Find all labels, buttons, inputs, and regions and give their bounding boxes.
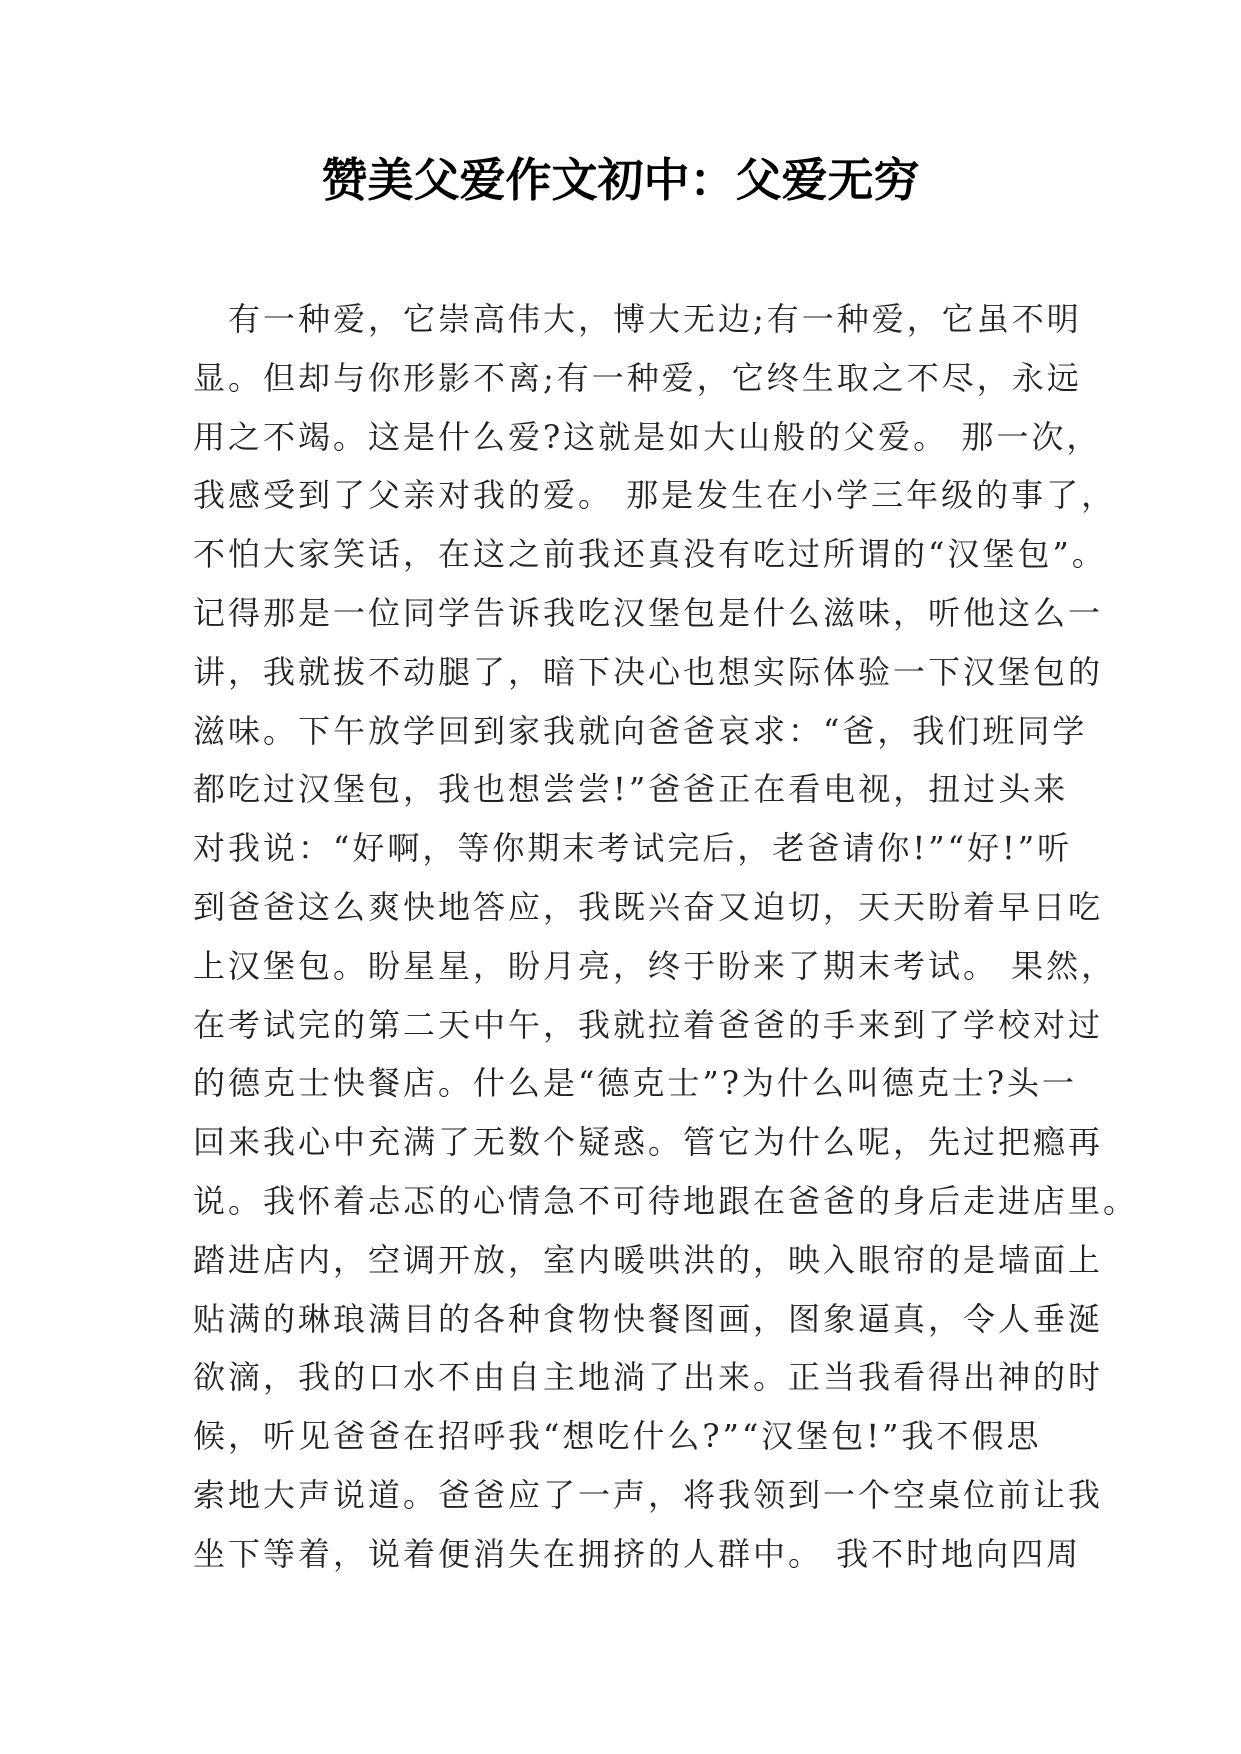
body-line: 索地大声说道。爸爸应了一声，将我领到一个空桌位前让我 (193, 1475, 1104, 1514)
body-line: 欲滴，我的口水不由自主地淌了出来。正当我看得出神的时 (193, 1358, 1104, 1397)
body-line: 回来我心中充满了无数个疑惑。管它为什么呢，先过把瘾再 (193, 1123, 1104, 1162)
body-line: 都吃过汉堡包，我也想尝尝!”爸爸正在看电视，扭过头来 (193, 770, 1069, 809)
body-line: 坐下等着，说着便消失在拥挤的人群中。 我不时地向四周 (193, 1534, 1082, 1573)
body-line: 在考试完的第二天中午，我就拉着爸爸的手来到了学校对过 (193, 1005, 1104, 1044)
body-line: 不怕大家笑话，在这之前我还真没有吃过所谓的“汉堡包”。 (193, 535, 1107, 574)
body-line: 到爸爸这么爽快地答应，我既兴奋又迫切，天天盼着早日吃 (193, 887, 1104, 926)
body-line: 说。我怀着忐忑的心情急不可待地跟在爸爸的身后走进店里。 (193, 1181, 1139, 1220)
body-line: 有一种爱，它崇高伟大，博大无边;有一种爱，它虽不明 (193, 300, 1082, 338)
body-line: 贴满的琳琅满目的各种食物快餐图画，图象逼真，令人垂涎 (193, 1299, 1104, 1338)
body-line: 我感受到了父亲对我的爱。 那是发生在小学三年级的事了， (193, 476, 1117, 515)
body-line: 讲，我就拔不动腿了，暗下决心也想实际体验一下汉堡包的 (193, 652, 1104, 691)
body-line: 上汉堡包。盼星星，盼月亮，终于盼来了期末考试。 果然， (193, 946, 1117, 985)
body-line: 滋味。下午放学回到家我就向爸爸哀求：“爸，我们班同学 (193, 711, 1088, 750)
body-line: 候，听见爸爸在招呼我“想吃什么?”“汉堡包!”我不假思 (193, 1417, 1042, 1456)
body-line: 显。但却与你形影不离;有一种爱，它终生取之不尽，永远 (193, 358, 1082, 397)
body-line: 的德克士快餐店。什么是“德克士”?为什么叫德克士?头一 (193, 1064, 1078, 1103)
body-line: 对我说：“好啊，等你期末考试完后，老爸请你!”“好!”听 (193, 829, 1073, 868)
document-body (193, 290, 1139, 1584)
body-line: 记得那是一位同学告诉我吃汉堡包是什么滋味，听他这么一 (193, 593, 1104, 632)
body-line: 用之不竭。这是什么爱?这就是如大山般的父爱。 那一次， (193, 417, 1102, 456)
document-title: 赞美父爱作文初中：父爱无穷 (321, 153, 920, 207)
body-line: 踏进店内，空调开放，室内暖哄洪的，映入眼帘的是墙面上 (193, 1240, 1104, 1279)
